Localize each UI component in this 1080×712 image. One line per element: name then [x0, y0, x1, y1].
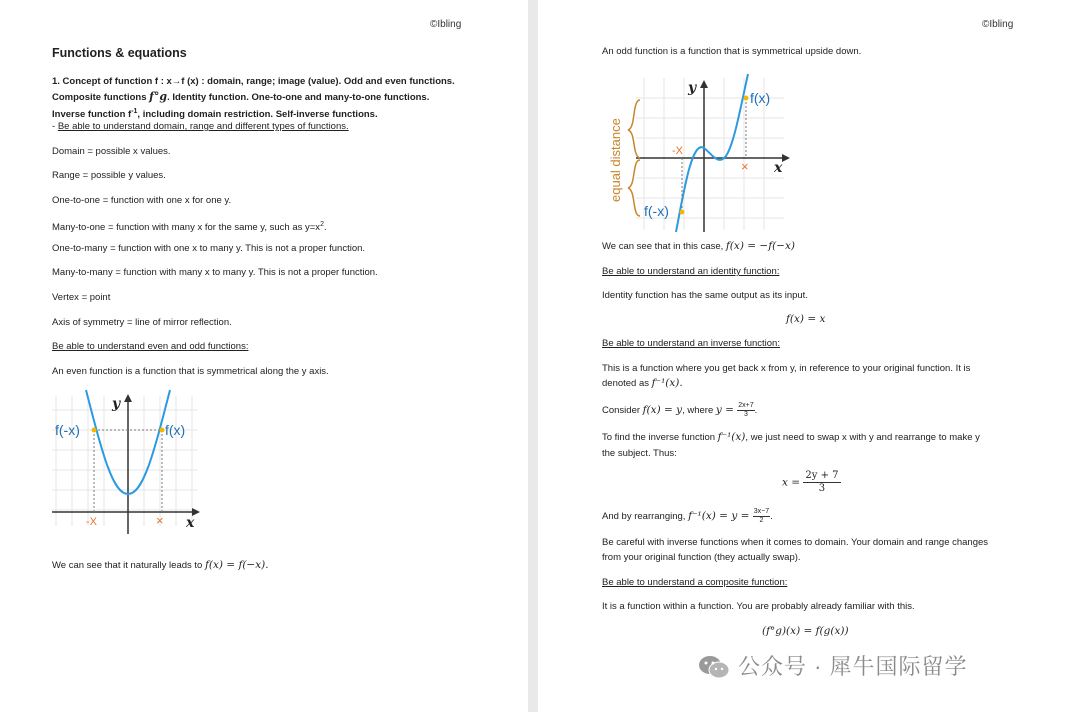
inverse-def-line-2: denoted as f⁻¹(x). [602, 377, 683, 389]
point-top [744, 96, 749, 101]
y-axis-arrow [124, 394, 132, 402]
label-fx: f(x) [750, 90, 771, 106]
even-definition: An even function is a function that is symmetrical along the y axis. [52, 366, 329, 377]
even-conclusion: We can see that it naturally leads to f(x) = f(−x). [52, 559, 269, 571]
consider-line: Consider f(x) = y, where y = $\frac{2x+7}{3}$ . [602, 402, 758, 418]
identity-heading: Be able to understand an identity function: [602, 266, 780, 277]
label-x-mark: × [156, 513, 164, 528]
label-fnegx: f(-x) [644, 203, 669, 219]
concept-line-1: 1. Concept of function f : x→f (x) : domain, range; image (value). Odd and even functions. [52, 76, 455, 87]
even-odd-heading: Be able to understand even and odd functions: [52, 341, 249, 352]
careful-line-1: Be careful with inverse functions when it comes to domain. Your domain and range changes [602, 537, 989, 548]
label-negx: -X [86, 516, 97, 528]
label-y: y [112, 396, 121, 412]
y-axis-arrow [700, 80, 708, 88]
find-inverse-line-2: the subject. Thus: [602, 448, 677, 459]
odd-definition: An odd function is a function that is symmetrical upside down. [602, 46, 862, 57]
brace-top [628, 100, 640, 158]
swap-equation: x = $\frac{2y + 7}{3}$ [782, 470, 839, 494]
watermark-text: 公众号 · 犀牛国际留学 [738, 654, 968, 679]
def-many-to-one: Many-to-one = function with many x for the same y, such as $y=x^2$. [52, 221, 327, 234]
label-x: x [774, 160, 783, 176]
grid [52, 396, 198, 526]
careful-line-2: from your original function (they actually swap). [602, 552, 801, 563]
def-one-to-many: One-to-many = function with one x to many y. This is not a proper function. [52, 243, 366, 254]
def-domain: Domain = possible x values. [52, 146, 171, 157]
rearrange-line: And by rearranging, f⁻¹(x) = y = $\frac{3x-7}{2}$ . [602, 508, 773, 524]
inverse-def-line-1: This is a function where you get back x from y, in reference to your original function. It is [602, 363, 971, 374]
brace-bottom [628, 160, 640, 216]
header-copyright: ©Ibling [982, 19, 1014, 30]
label-fx: f(x) [165, 422, 186, 438]
point-right [160, 428, 165, 433]
label-x: x [186, 515, 195, 531]
concept-line-3: Inverse function $f^{-1}$, including domain restriction. Self-inverse functions. [52, 108, 378, 121]
identity-equation: f(x) = x [786, 313, 826, 325]
wechat-icon [698, 654, 730, 680]
identity-definition: Identity function has the same output as its input. [602, 290, 808, 301]
odd-conclusion: We can see that in this case, f(x) = −f(−x) [602, 240, 795, 252]
concept-line-2: Composite functions f°g. Identity function. One-to-one and many-to-one functions. [52, 90, 430, 103]
def-axis-of-symmetry: Axis of symmetry = line of mirror reflection. [52, 317, 232, 328]
x-axis-arrow [782, 154, 790, 162]
label-fnegx: f(-x) [55, 422, 80, 438]
composite-heading: Be able to understand a composite function: [602, 577, 788, 588]
def-one-to-one: One-to-one = function with one x for one y. [52, 195, 232, 206]
even-function-graph [48, 386, 208, 538]
def-vertex: Vertex = point [52, 292, 111, 303]
inverse-heading: Be able to understand an inverse function: [602, 338, 780, 349]
odd-function-graph [600, 70, 796, 236]
composite-equation: (f°g)(x) = f(g(x)) [762, 625, 849, 637]
label-y: y [688, 80, 697, 96]
def-range: Range = possible y values. [52, 170, 166, 181]
left-page [0, 0, 528, 712]
label-equal-distance: equal distance [608, 118, 623, 202]
page-title: Functions & equations [52, 46, 187, 60]
right-page [538, 0, 1080, 712]
label-x-mark: × [741, 159, 749, 174]
header-copyright: ©Ibling [430, 19, 462, 30]
point-left [92, 428, 97, 433]
label-negx: -X [672, 145, 683, 157]
def-many-to-many: Many-to-many = function with many x to many y. This is not a proper function. [52, 267, 378, 278]
composite-definition: It is a function within a function. You are probably already familiar with this. [602, 601, 915, 612]
point-bottom [680, 210, 685, 215]
concept-line-4: - Be able to understand domain, range and different types of functions. [52, 121, 349, 132]
find-inverse-line-1: To find the inverse function f⁻¹(x), we just need to swap x with y and rearrange to make y [602, 431, 980, 443]
